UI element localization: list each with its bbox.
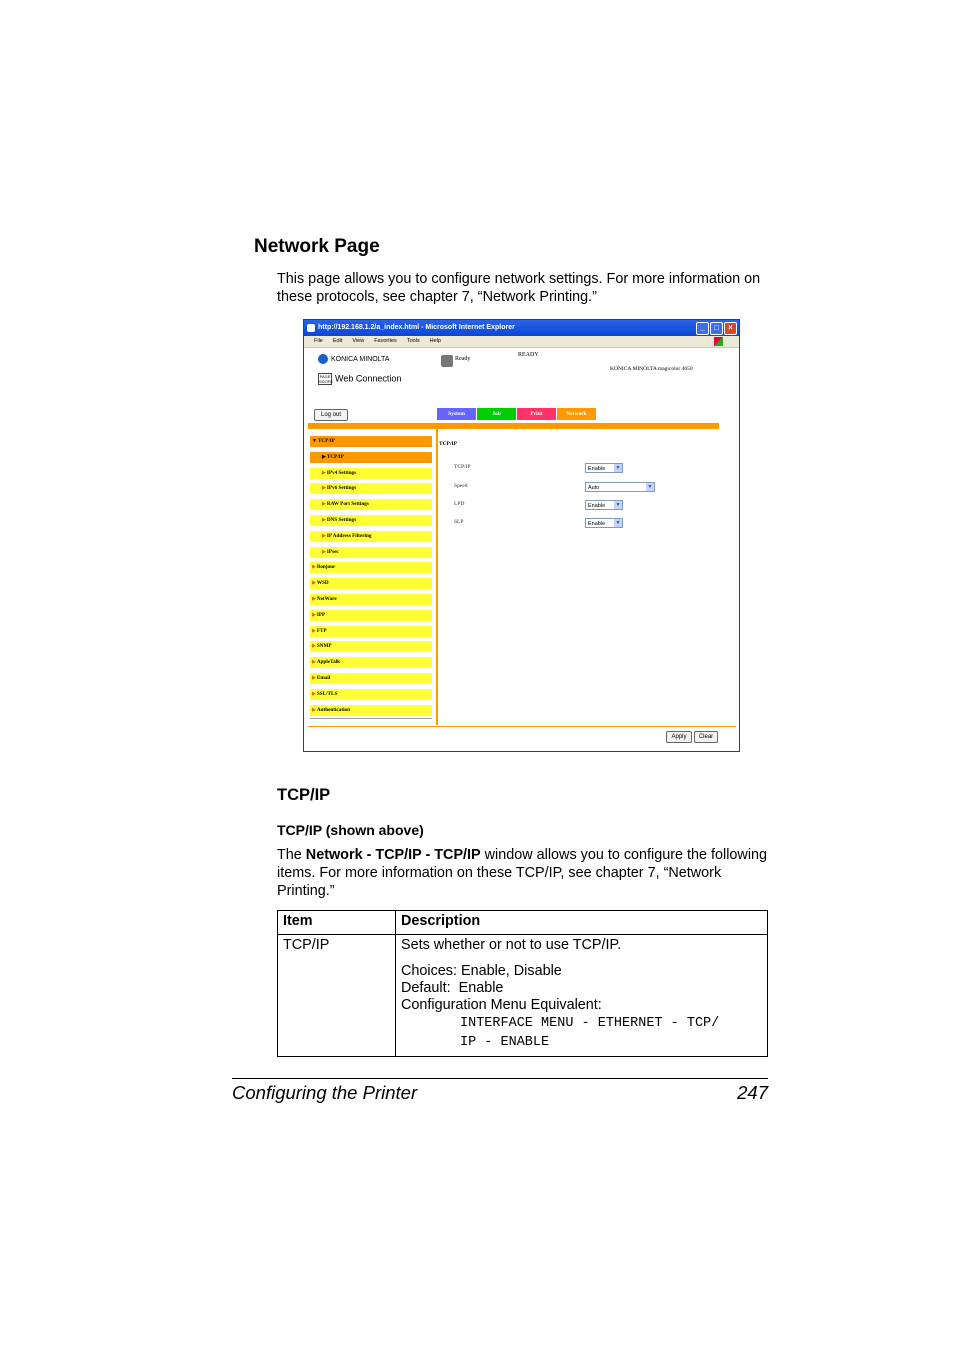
triangle-down-icon: ▼ [312, 439, 317, 444]
windows-flag-icon [714, 337, 723, 346]
minimize-icon[interactable]: _ [696, 322, 709, 335]
menu-item-view[interactable]: View [352, 338, 365, 344]
sidebar-item-authentication[interactable] [310, 705, 432, 716]
menu-item-help[interactable]: Help [429, 338, 441, 344]
sidebar-item-ipv6-settings[interactable] [310, 483, 432, 494]
sidebar-item-label: SNMP [316, 643, 332, 650]
header-bar [308, 423, 719, 429]
sidebar-item-label: IPsec [326, 548, 339, 555]
triangle-right-icon: ▶ [312, 644, 316, 650]
sidebar-item-label: FTP [316, 627, 327, 634]
tab-print[interactable]: Print [517, 408, 556, 420]
sidebar-item-label: Bonjour [316, 564, 336, 571]
row-item: TCP/IP [278, 935, 396, 1057]
triangle-right-icon: ▶ [322, 454, 326, 460]
row-description [396, 935, 768, 1057]
close-icon[interactable]: × [724, 322, 737, 335]
printer-icon [441, 355, 453, 367]
globe-icon [318, 354, 328, 364]
triangle-right-icon: ▶ [322, 502, 326, 508]
menu-item-tools[interactable]: Tools [406, 338, 420, 344]
menu-item-favorites[interactable]: Favorites [374, 338, 397, 344]
section-title: TCP/IP [277, 786, 331, 804]
chevron-down-icon: ▼ [615, 502, 621, 508]
triangle-right-icon: ▶ [322, 470, 326, 476]
pagescope-badge: PAGE SCOPE [319, 374, 334, 384]
tab-network[interactable]: Network [557, 408, 596, 420]
chevron-down-icon: ▼ [615, 465, 621, 471]
triangle-right-icon: ▶ [312, 707, 316, 713]
sidebar-item-dns-settings[interactable] [310, 515, 432, 526]
field-label-tcp-ip: TCP/IP [454, 464, 471, 470]
desc-text: Sets whether or not to use TCP/IP. [401, 937, 622, 953]
chevron-down-icon: ▼ [615, 520, 621, 526]
sidebar-item-label: TCP/IP [317, 438, 335, 444]
triangle-right-icon: ▶ [312, 612, 316, 618]
sidebar-item-label: IPv6 Settings [326, 485, 357, 492]
sidebar-item-label: DNS Settings [326, 516, 357, 523]
select-tcp-ip[interactable]: Enable ▼ [585, 463, 623, 473]
triangle-right-icon: ▶ [312, 628, 316, 634]
apply-button[interactable]: Apply [666, 731, 692, 743]
status-ready: READY [518, 352, 539, 358]
sidebar-item-label: WSD [316, 580, 329, 587]
sidebar-item-label: IPv4 Settings [326, 469, 357, 476]
clear-button[interactable]: Clear [694, 731, 718, 743]
footer-line [308, 726, 736, 727]
triangle-right-icon: ▶ [312, 565, 316, 571]
table-header-row [278, 911, 768, 935]
desc-menu-line2: IP - ENABLE [460, 1035, 550, 1050]
sidebar-item-ftp[interactable] [310, 626, 432, 637]
select-slp[interactable]: Enable ▼ [585, 518, 623, 528]
menu-bar [304, 336, 739, 348]
footer-chapter: Configuring the Printer [232, 1082, 418, 1103]
triangle-right-icon: ▶ [322, 486, 326, 492]
window-title: http://192.168.1.2/a_index.html - Microsoft Internet Explorer [318, 324, 515, 331]
select-speed[interactable]: Auto ▼ [585, 482, 655, 492]
brand-logo: KONICA MINOLTA [318, 354, 389, 364]
sidebar-item-email[interactable] [310, 673, 432, 684]
sidebar-nav [310, 436, 432, 720]
sidebar-item-appletalk[interactable] [310, 657, 432, 668]
menu-item-file[interactable]: File [314, 338, 323, 344]
content-title: TCP/IP [439, 441, 458, 447]
spec-table [277, 910, 768, 1057]
triangle-right-icon: ▶ [312, 581, 316, 587]
sidebar-item-netware[interactable] [310, 594, 432, 605]
sidebar-item-tcp-ip[interactable] [310, 436, 432, 447]
triangle-right-icon: ▶ [312, 660, 316, 666]
sidebar-item-label: TCP/IP [326, 453, 344, 460]
sidebar-item-label: IP Address Filtering [326, 532, 372, 539]
sidebar-item-label: AppleTalk [316, 659, 341, 666]
desc-menu-label: Configuration Menu Equivalent: [401, 997, 602, 1013]
sidebar-item-label: Email [316, 674, 331, 681]
desc-choices: Choices: Enable, Disable [401, 963, 562, 979]
sidebar-item-ssl-tls[interactable] [310, 689, 432, 700]
sidebar-item-ipp[interactable] [310, 610, 432, 621]
field-label-lpd: LPD [454, 501, 465, 507]
triangle-right-icon: ▶ [312, 596, 316, 602]
triangle-right-icon: ▶ [312, 675, 316, 681]
description-paragraph: The Network - TCP/IP - TCP/IP window allows you to configure the following items. For more information on these TCP/IP, see chapter 7, “Network Printing.” [277, 847, 768, 899]
printer-model: KONICA MINOLTA magicolor 4650 [610, 366, 693, 372]
sidebar-item-label: Authentication [316, 706, 351, 713]
table-row [278, 935, 768, 1057]
field-label-slp: SLP [454, 519, 464, 525]
sidebar-item-snmp[interactable] [310, 641, 432, 652]
desc-menu-line1: INTERFACE MENU - ETHERNET - TCP/ [460, 1016, 720, 1031]
sidebar-item-label: NetWare [316, 595, 337, 602]
page-number: 247 [737, 1082, 768, 1103]
main-tabs [437, 408, 596, 420]
embedded-screenshot [303, 319, 740, 752]
sidebar-item-bonjour[interactable] [310, 562, 432, 573]
sidebar-separator [436, 429, 438, 725]
intro-paragraph: This page allows you to configure network settings. For more information on these protocols, see chapter 7, “Network Printing.” [277, 271, 761, 305]
select-lpd[interactable]: Enable ▼ [585, 500, 623, 510]
header-description: Description [396, 911, 768, 935]
field-label-speed: Speed [454, 483, 468, 489]
triangle-right-icon: ▶ [322, 533, 326, 539]
sidebar-item-tcp-ip[interactable] [310, 452, 432, 463]
desc-default: Default: Enable [401, 980, 504, 996]
sidebar-item-raw-port-settings[interactable] [310, 499, 432, 510]
tab-job[interactable]: Job [477, 408, 516, 420]
subsection-title: TCP/IP (shown above) [277, 822, 424, 838]
web-connection-logo: PAGE SCOPE Web Connection [319, 373, 402, 384]
sidebar-item-ipsec[interactable] [310, 547, 432, 558]
window-titlebar [304, 320, 739, 336]
sidebar-item-ipv4-settings[interactable] [310, 468, 432, 479]
tab-system[interactable]: System [437, 408, 476, 420]
triangle-right-icon: ▶ [322, 517, 326, 523]
sidebar-item-ip-address-filtering[interactable] [310, 531, 432, 542]
sidebar-item-wsd[interactable] [310, 578, 432, 589]
page-heading: Network Page [254, 236, 380, 257]
logout-button[interactable]: Log out [314, 409, 348, 421]
status-ready-small: Ready [455, 356, 471, 362]
triangle-right-icon: ▶ [312, 691, 316, 697]
triangle-right-icon: ▶ [322, 549, 326, 555]
header-item: Item [278, 911, 396, 935]
sidebar-item-label: RAW Port Settings [326, 501, 369, 508]
chevron-down-icon: ▼ [647, 484, 653, 490]
ie-icon [307, 324, 315, 332]
sidebar-divider [310, 718, 432, 719]
sidebar-item-label: IPP [316, 611, 326, 618]
sidebar-item-label: SSL/TLS [316, 690, 338, 697]
footer-rule [232, 1078, 768, 1079]
maximize-icon[interactable]: □ [710, 322, 723, 335]
menu-item-edit[interactable]: Edit [332, 338, 343, 344]
